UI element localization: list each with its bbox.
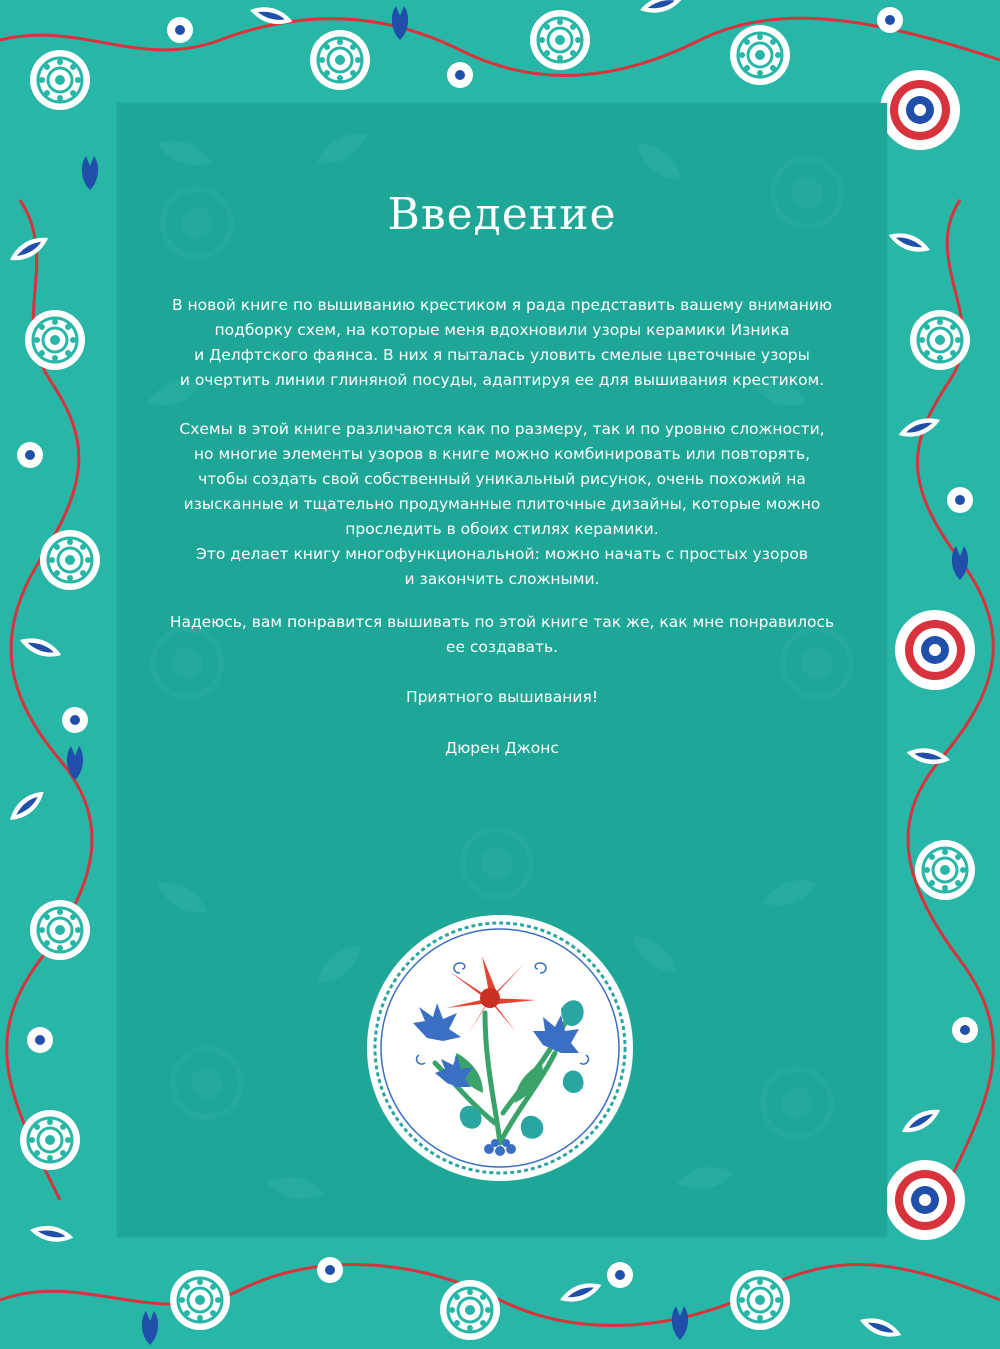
text-line: и очертить линии глиняной посуды, адаптируя ее для вышивания крестиком.: [179, 371, 825, 389]
author-signature: [147, 736, 857, 761]
intro-paragraph: [147, 293, 857, 393]
text-line: Это делает книгу многофункциональной: можно начать с простых узоров: [196, 545, 808, 563]
decorative-plate-illustration: [365, 913, 635, 1183]
closing-greeting: [147, 685, 857, 710]
page-title: Введение: [387, 189, 617, 240]
text-line: В новой книге по вышиванию крестиком я рада представить вашему вниманию: [171, 296, 833, 314]
text-line: ее создавать.: [445, 638, 559, 656]
text-line: Схемы в этой книге различаются как по размеру, так и по уровню сложности,: [179, 420, 825, 438]
text-line: и Делфтского фаянса. В них я пыталась уловить смелые цветочные узоры: [194, 346, 810, 364]
text-line: изысканные и тщательно продуманные плиточные дизайны, которые можно: [183, 495, 821, 513]
text-line: подборку схем, на которые меня вдохновили узоры керамики Изника: [214, 321, 790, 339]
text-line: и закончить сложными.: [404, 570, 600, 588]
text-line: Надеюсь, вам понравится вышивать по этой книге так же, как мне понравилось: [169, 613, 835, 631]
text-panel: [117, 103, 887, 1237]
text-line: Приятного вышивания!: [405, 688, 599, 706]
wish-paragraph: [147, 610, 857, 660]
text-line: чтобы создать свой собственный уникальный рисунок, очень похожий на: [198, 470, 806, 488]
schemes-paragraph: [147, 417, 857, 592]
text-line: но многие элементы узоров в книге можно комбинировать или повторять,: [193, 445, 811, 463]
text-line: Дюрен Джонс: [445, 739, 559, 757]
text-line: проследить в обоих стилях керамики.: [345, 520, 659, 538]
